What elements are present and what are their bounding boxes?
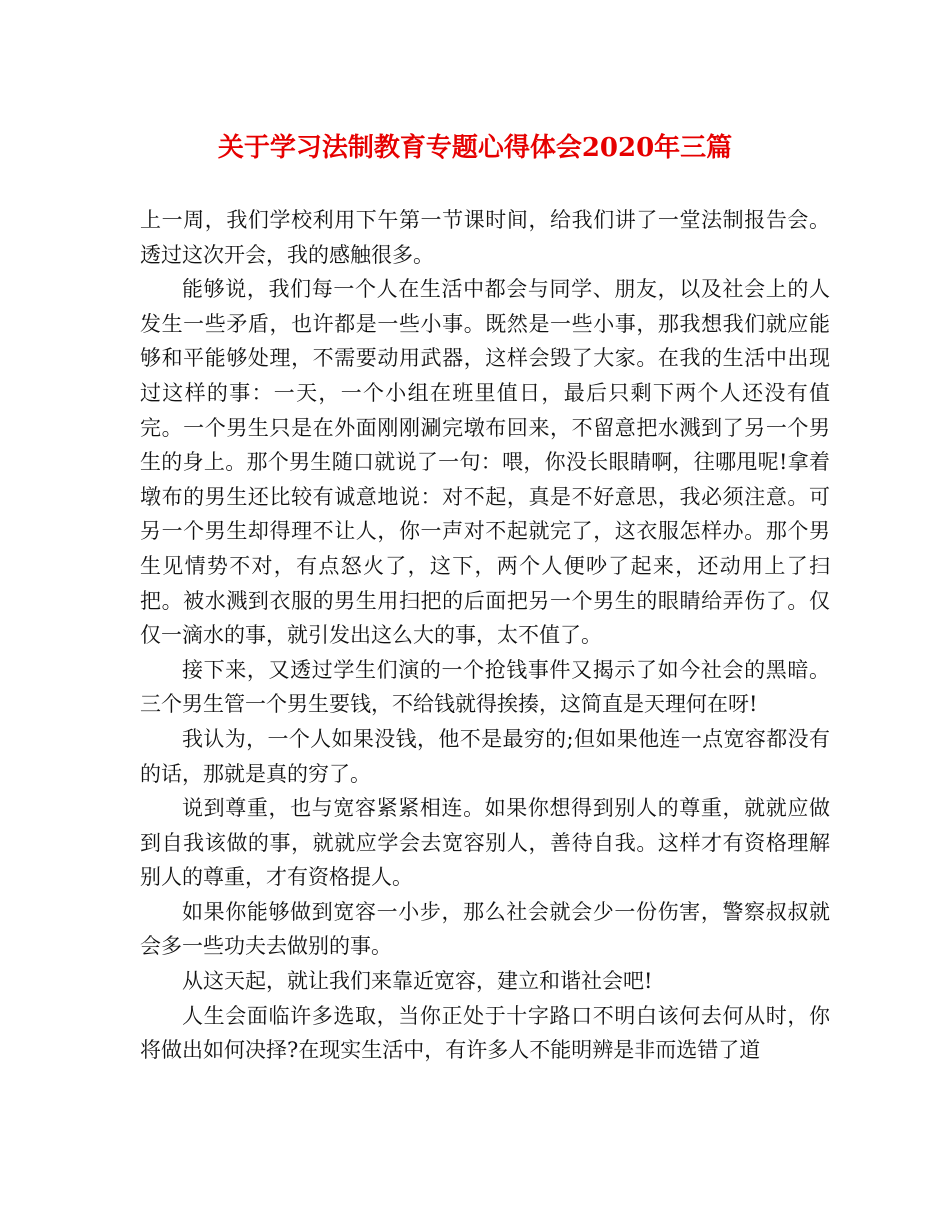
document-title: 关于学习法制教育专题心得体会2020年三篇 xyxy=(217,133,733,163)
paragraph-4: 我认为，一个人如果没钱，他不是最穷的;但如果他连一点宽容都没有的话，那就是真的穷了。 xyxy=(140,726,830,786)
paragraph-8: 人生会面临许多选取，当你正处于十字路口不明白该何去何从时，你将做出如何决择?在现实生活中，有许多人不能明辨是非而选错了道 xyxy=(140,1003,830,1063)
paragraph-3: 接下来，又透过学生们演的一个抢钱事件又揭示了如今社会的黑暗。三个男生管一个男生要钱，不给钱就得挨揍，这简直是天理何在呀! xyxy=(140,657,830,717)
document-body xyxy=(140,203,830,1068)
paragraph-6: 如果你能够做到宽容一小步，那么社会就会少一份伤害，警察叔叔就会多一些功夫去做别的事。 xyxy=(140,899,830,959)
paragraph-2: 能够说，我们每一个人在生活中都会与同学、朋友，以及社会上的人发生一些矛盾，也许都是一些小事。既然是一些小事，那我想我们就应能够和平能够处理，不需要动用武器，这样会毁了大家。在我的生活中出现过这样的事：一天，一个小组在班里值日，最后只剩下两个人还没有值完。一个男生只是在外面刚刚涮完墩布回来，不留意把水溅到了另一个男生的身上。那个男生随口就说了一句：喂，你没长眼睛啊，往哪甩呢!拿着墩布的男生还比较有诚意地说：对不起，真是不好意思，我必须注意。可另一个男生却得理不让人，你一声对不起就完了，这衣服怎样办。那个男生见情势不对，有点怒火了，这下，两个人便吵了起来，还动用上了扫把。被水溅到衣服的男生用扫把的后面把另一个男生的眼睛给弄伤了。仅仅一滴水的事，就引发出这么大的事，太不值了。 xyxy=(140,277,830,648)
paragraph-5: 说到尊重，也与宽容紧紧相连。如果你想得到别人的尊重，就就应做到自我该做的事，就就应学会去宽容别人，善待自我。这样才有资格理解别人的尊重，才有资格提人。 xyxy=(140,796,830,890)
paragraph-1: 上一周，我们学校利用下午第一节课时间，给我们讲了一堂法制报告会。透过这次开会，我的感触很多。 xyxy=(140,208,830,267)
paragraph-7: 从这天起，就让我们来靠近宽容，建立和谐社会吧! xyxy=(182,969,653,994)
